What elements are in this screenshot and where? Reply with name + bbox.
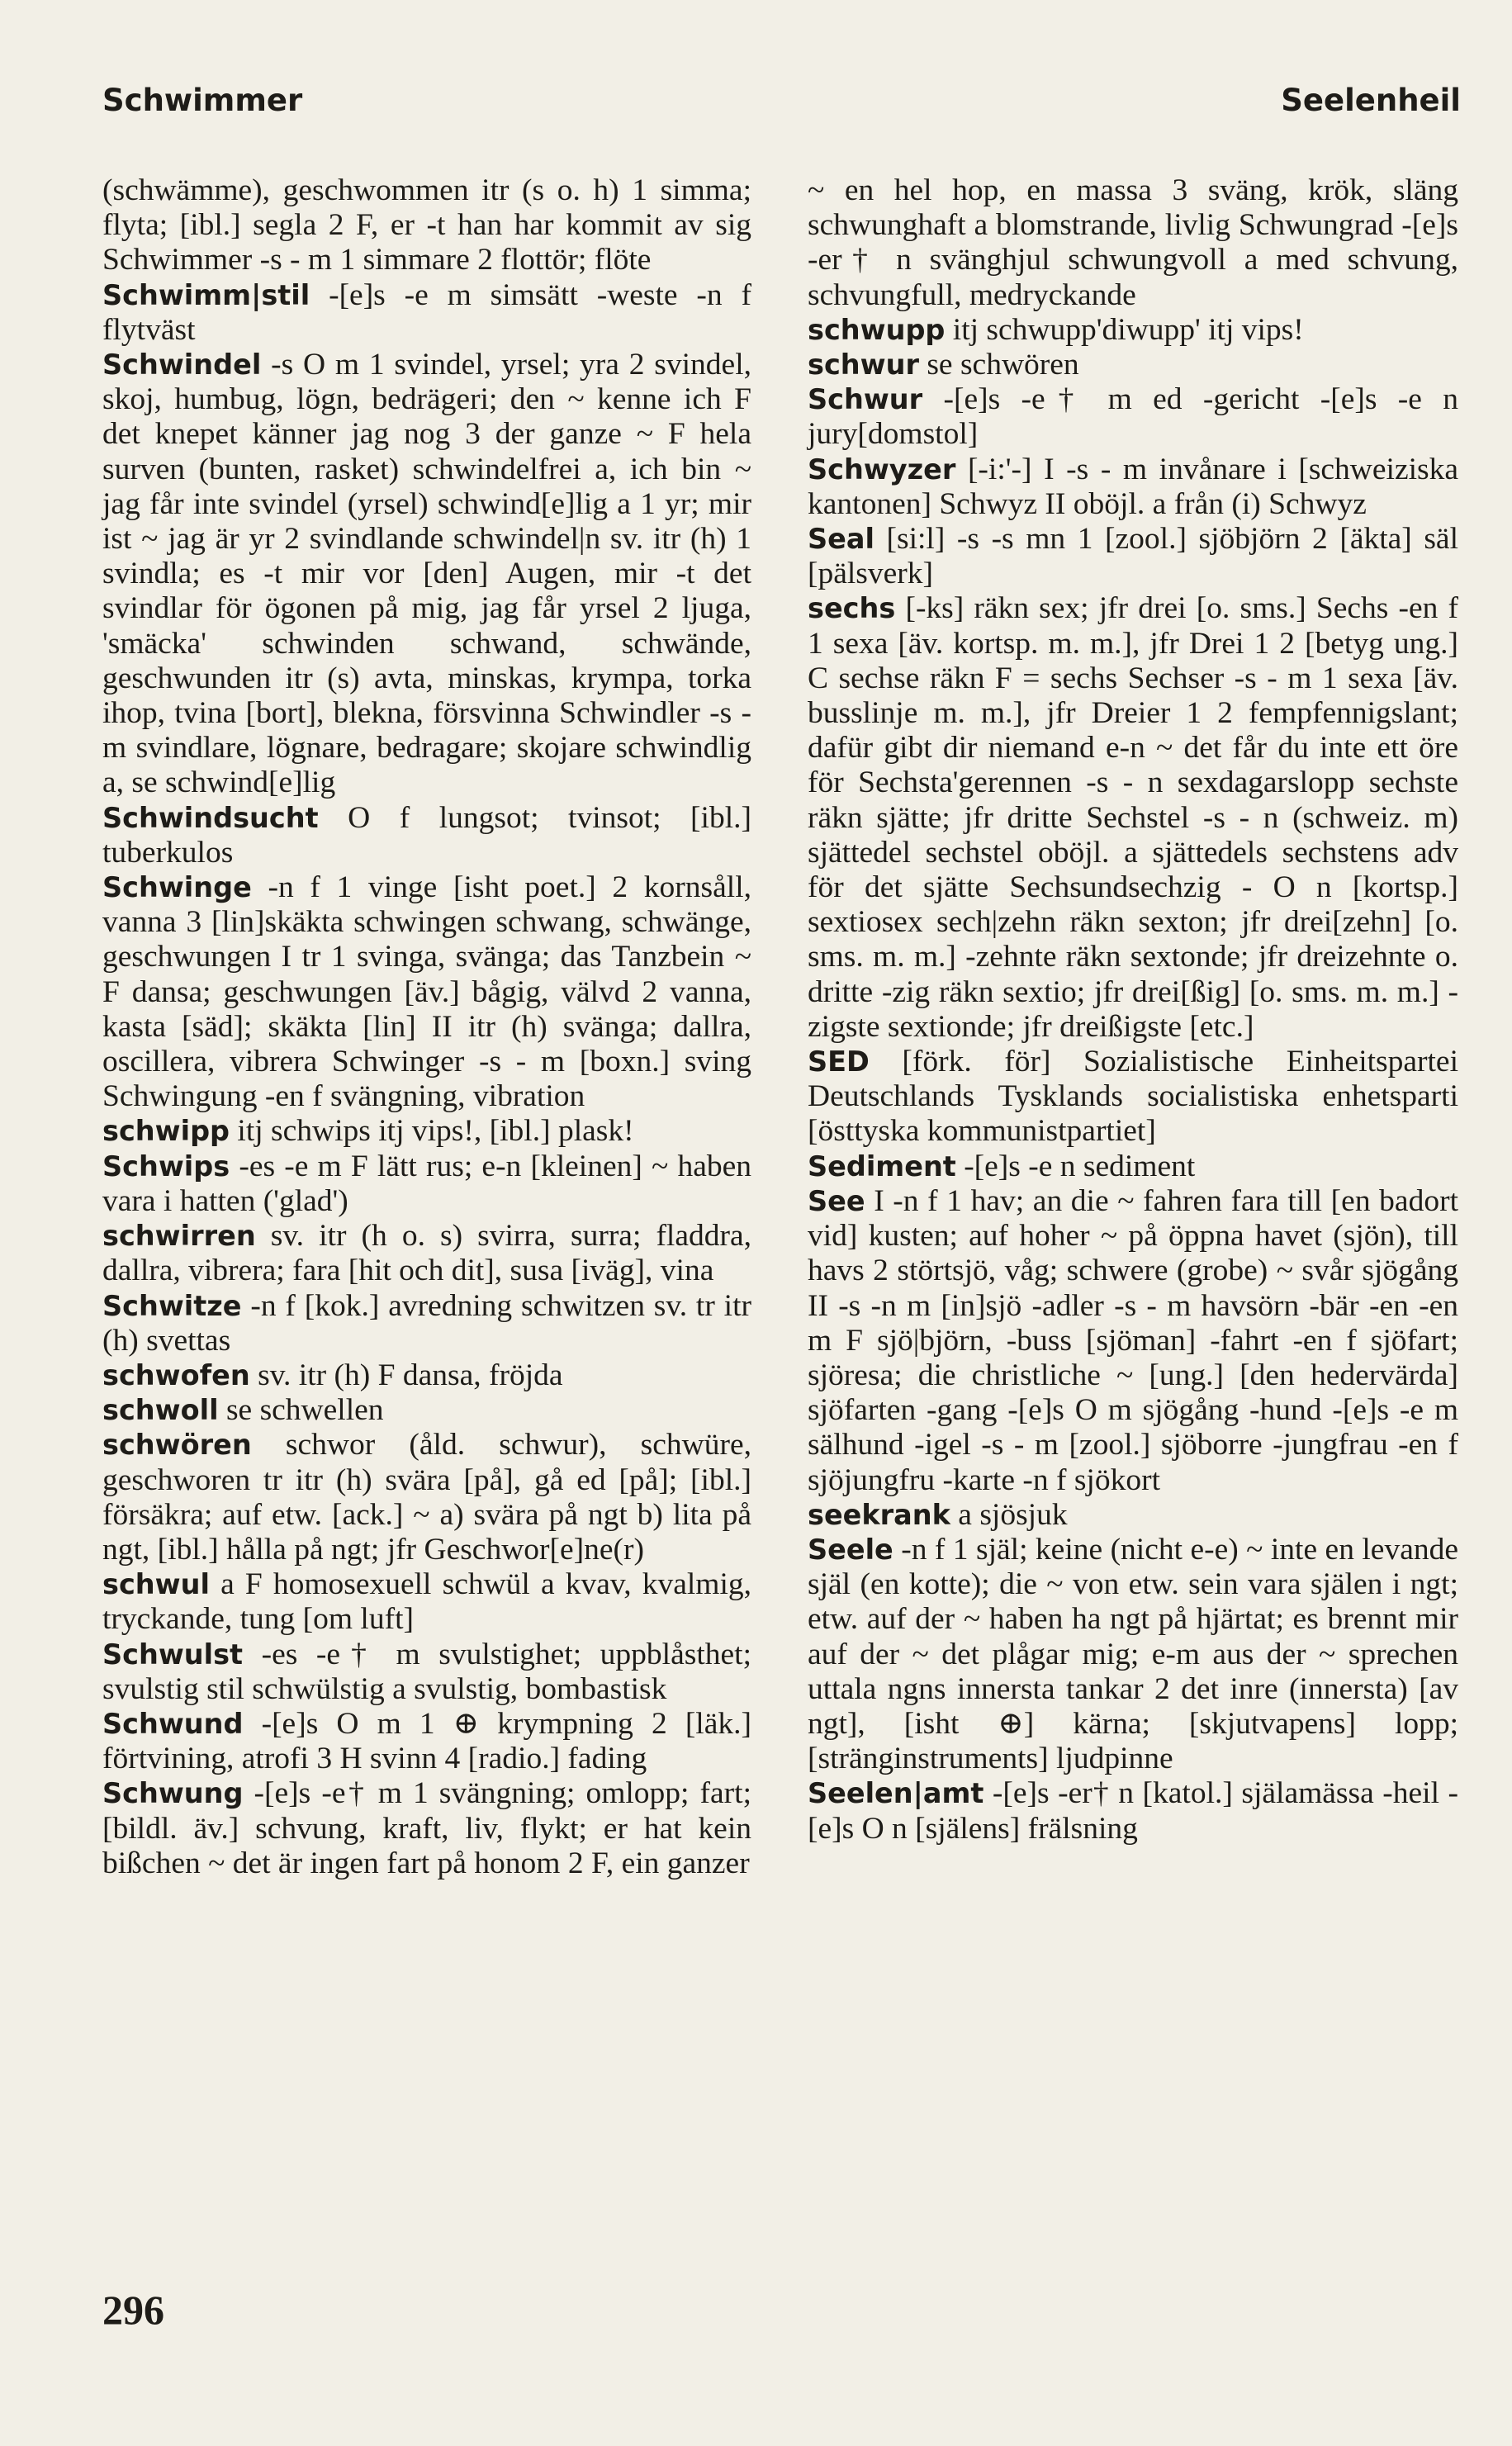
dictionary-entry: [102, 1219, 751, 1288]
dictionary-entry: [808, 1776, 1458, 1846]
entry-definition: [-ks] räkn sex; jfr drei [o. sms.] Sechs -en f 1 sexa [äv. kortsp. m. m.], jfr Drei 1 2 [betyg ung.] C sechse räkn F = sechs Sechser -s - m 1 sexa [äv. busslinje m. m.], jfr Dreier 1 2 fempfennigslant; dafür gibt dir niemand e-n ~ det får du inte ett öre för Sechsta'gerennen -s - n sexdagarslopp sechste räkn sjätte; jfr dritte Sechstel -s - n (schweiz. m) sjättedel sechstel oböjl. a sjättedels sechstens adv för det sjätte Sechsundsechzig - O n [kortsp.] sextiosex sech|zehn räkn sexton; jfr drei[zehn] [o. sms. m. m.] -zehnte räkn sextonde; jfr dreizehnte o. dritte -zig räkn sextio; jfr drei[ßig] [o. sms. m. m.] -zigste sextionde; jfr dreißigste [etc.]: [808, 591, 1458, 1044]
dictionary-entry: [102, 1638, 751, 1707]
entry-headword: See: [808, 1184, 865, 1217]
entry-headword: Schwinge: [102, 871, 252, 904]
dictionary-entry: [102, 348, 751, 801]
dictionary-entry: [808, 522, 1458, 591]
entry-headword: Schwitze: [102, 1289, 242, 1322]
dictionary-entry: [102, 1776, 751, 1881]
entry-headword: Seal: [808, 523, 874, 556]
dictionary-entry: [102, 173, 751, 278]
entry-headword: Schwindsucht: [102, 801, 319, 834]
entry-definition: -es -e† m svulstighet; uppblåsthet; svulstig stil schwülstig a svulstig, bombastisk: [102, 1637, 751, 1706]
entry-definition: [förk. för] Sozialistische Einheitspartei Deutschlands Tysklands socialistiska enhetsparti [östtyska kommunistpartiet]: [808, 1045, 1458, 1149]
entry-headword: Seele: [808, 1533, 893, 1566]
entry-definition: -[e]s O m 1 ⊕ krympning 2 [läk.] förtvining, atrofi 3 H svinn 4 [radio.] fading: [102, 1706, 751, 1776]
dictionary-entry: [102, 1428, 751, 1567]
dictionary-entry: [102, 1150, 751, 1219]
entry-definition: ~ en hel hop, en massa 3 sväng, krök, släng schwunghaft a blomstrande, livlig Schwungrad -[e]s -er† n svänghjul schwungvoll a med schvung, schvungfull, medryckande: [808, 173, 1458, 312]
entry-headword: Schwimm|stil: [102, 278, 310, 311]
dictionary-entry: [102, 1567, 751, 1637]
dictionary-entry: [102, 801, 751, 870]
entry-headword: schwören: [102, 1429, 252, 1462]
entry-definition: sv. itr (h) F dansa, fröjda: [249, 1358, 563, 1392]
dictionary-entry: [102, 1289, 751, 1358]
dictionary-entry: [808, 313, 1458, 348]
entry-definition: -es -e m F lätt rus; e-n [kleinen] ~ haben vara i hatten ('glad'): [102, 1149, 751, 1218]
entry-headword: sechs: [808, 592, 896, 625]
header-first-word: Schwimmer: [102, 83, 303, 118]
header-last-word: Seelenheil: [1281, 83, 1461, 118]
entry-headword: schwirren: [102, 1220, 256, 1253]
dictionary-entry: [808, 173, 1458, 313]
entry-headword: Sediment: [808, 1150, 956, 1183]
entry-definition: I -n f 1 hav; an die ~ fahren fara till [en badort vid] kusten; auf hoher ~ på öppna havet (sjön), till havs 2 störtsjö, våg; schwere (grobe) ~ svår sjögång II -s -n m [in]sjö -adler -s - m havsörn -bär -en -en m F sjö|björn, -buss [sjöman] -fahrt -en f sjöfart; sjöresa; die christliche ~ [ung.] [den hedervärda] sjöfarten -gang -[e]s O m sjögång -hund -[e]s -e m sälhund -igel -s - m [zool.] sjöborre -jungfrau -en f sjöjungfru -karte -n f sjökort: [808, 1183, 1458, 1497]
dictionary-entry: [102, 1393, 751, 1428]
dictionary-entry: [808, 1184, 1458, 1498]
entry-headword: Schwulst: [102, 1638, 244, 1671]
entry-headword: Schwur: [808, 383, 923, 416]
entry-headword: schwupp: [808, 313, 946, 346]
entry-definition: itj schwips itj vips!, [ibl.] plask!: [230, 1114, 634, 1149]
dictionary-entry: [808, 1533, 1458, 1776]
entry-definition: itj schwupp'diwupp' itj vips!: [945, 312, 1304, 347]
left-column: [102, 173, 751, 1881]
dictionary-entry: [102, 278, 751, 348]
entry-definition: [-i:'-] I -s - m invånare i [schweiziska kantonen] Schwyz II oböjl. a från (i) Schwyz: [808, 452, 1458, 521]
dictionary-entry: [808, 1045, 1458, 1150]
entry-definition: -n f 1 vinge [isht poet.] 2 kornsåll, vanna 3 [lin]skäkta schwingen schwang, schwänge, geschwungen I tr 1 svinga, svänga; das Tanzbein ~ F dansa; geschwungen [äv.] bågig, välvd 2 vanna, kasta [säd]; skäkta [lin] II itr (h) svänga; dallra, oscillera, vibrera Schwinger -s - m [boxn.] sving Schwingung -en f svängning, vibration: [102, 870, 751, 1114]
entry-definition: -s O m 1 svindel, yrsel; yra 2 svindel, skoj, humbug, lögn, bedrägeri; den ~ kenne ich F det knepet känner jag nog 3 der ganze ~ F hela surven (bunten, rasket) schwindelfrei a, ich bin ~ jag får inte svindel (yrsel) schwind[e]lig a 1 yr; mir ist ~ jag är yr 2 svindlande schwindel|n sv. itr (h) 1 svindla; es -t mir vor [den] Augen, mir -t det svindlar för ögonen på mig, jag får yrsel 2 ljuga, 'smäcka' schwinden schwand, schwände, geschwunden itr (s) avta, minskas, krympa, torka ihop, tvina [bort], blekna, försvinna Schwindler -s - m svindlare, lögnare, bedragare; skojare schwindlig a, se schwind[e]lig: [102, 348, 751, 800]
entry-definition: se schwören: [918, 348, 1079, 382]
entry-definition: -[e]s -e n sediment: [955, 1149, 1196, 1183]
entry-definition: (schwämme), geschwommen itr (s o. h) 1 simma; flyta; [ibl.] segla 2 F, er -t han har kommit av sig Schwimmer -s - m 1 simmare 2 flottör; flöte: [102, 173, 751, 277]
dictionary-entry: [102, 1707, 751, 1776]
dictionary-entry: [808, 382, 1458, 452]
page-number: 296: [102, 2287, 164, 2333]
entry-definition: -n f [kok.] avredning schwitzen sv. tr itr (h) svettas: [102, 1288, 751, 1358]
entry-headword: schwul: [102, 1568, 210, 1601]
entry-definition: sv. itr (h o. s) svirra, surra; fladdra, dallra, vibrera; fara [hit och dit], susa [iväg], vina: [102, 1219, 751, 1288]
entry-definition: a sjösjuk: [950, 1497, 1068, 1532]
entry-definition: a F homosexuell schwül a kvav, kvalmig, tryckande, tung [om luft]: [102, 1567, 751, 1637]
entry-definition: [si:l] -s -s mn 1 [zool.] sjöbjörn 2 [äkta] säl [pälsverk]: [808, 522, 1458, 591]
entry-headword: schwur: [808, 348, 919, 382]
entry-definition: -[e]s -er† n [katol.] själamässa -heil -[e]s O n [själens] frälsning: [808, 1776, 1458, 1846]
entry-definition: -[e]s -e† m 1 svängning; omlopp; fart; [bildl. äv.] schvung, kraft, liv, flykt; er hat kein bißchen ~ det är ingen fart på honom 2 F, ein ganzer: [102, 1776, 751, 1880]
dictionary-entry: [808, 1498, 1458, 1533]
entry-definition: schwor (åld. schwur), schwüre, geschworen tr itr (h) svära [på], gå ed [på]; [ibl.] försäkra; auf etw. [ack.] ~ a) svära på ngt b) lita på ngt, [ibl.] hålla på ngt; jfr Geschwor[e]ne(r): [102, 1428, 751, 1567]
entry-headword: seekrank: [808, 1498, 950, 1531]
entry-headword: Schwyzer: [808, 453, 956, 486]
entry-headword: schwofen: [102, 1358, 250, 1391]
dictionary-entry: [808, 591, 1458, 1045]
entry-headword: SED: [808, 1045, 870, 1078]
dictionary-entry: [102, 1358, 751, 1393]
entry-headword: Seelen|amt: [808, 1777, 984, 1810]
dictionary-entry: [102, 870, 751, 1114]
entry-definition: -n f 1 själ; keine (nicht e-e) ~ inte en levande själ (en kotte); die ~ von etw. sein vara själen i ngt; etw. auf der ~ haben ha ngt på hjärtat; es brennt mir auf der ~ det plågar mig; e-m aus der ~ sprechen uttala ngns innersta tankar 2 det inre (innersta) [av ngt], [isht ⊕] kärna; [skjutvapens] lopp; [stränginstruments] ljudpinne: [808, 1532, 1458, 1776]
dictionary-entry: [808, 348, 1458, 382]
dictionary-entry: [102, 1114, 751, 1149]
entry-headword: Schwips: [102, 1150, 230, 1183]
entry-headword: schwipp: [102, 1115, 230, 1148]
entry-headword: schwoll: [102, 1394, 219, 1427]
entry-definition: O f lungsot; tvinsot; [ibl.] tuberkulos: [102, 800, 751, 870]
running-header: [102, 83, 1461, 132]
entry-headword: Schwund: [102, 1707, 244, 1740]
dictionary-entry: [808, 453, 1458, 522]
entry-headword: Schwindel: [102, 348, 262, 382]
entry-definition: -[e]s -e† m ed -gericht -[e]s -e n jury[domstol]: [808, 382, 1458, 452]
entry-headword: Schwung: [102, 1777, 244, 1810]
entry-definition: -[e]s -e m simsätt -weste -n f flytväst: [102, 277, 751, 347]
dictionary-entry: [808, 1150, 1458, 1184]
right-column: [808, 173, 1458, 1846]
entry-definition: se schwellen: [218, 1393, 384, 1428]
